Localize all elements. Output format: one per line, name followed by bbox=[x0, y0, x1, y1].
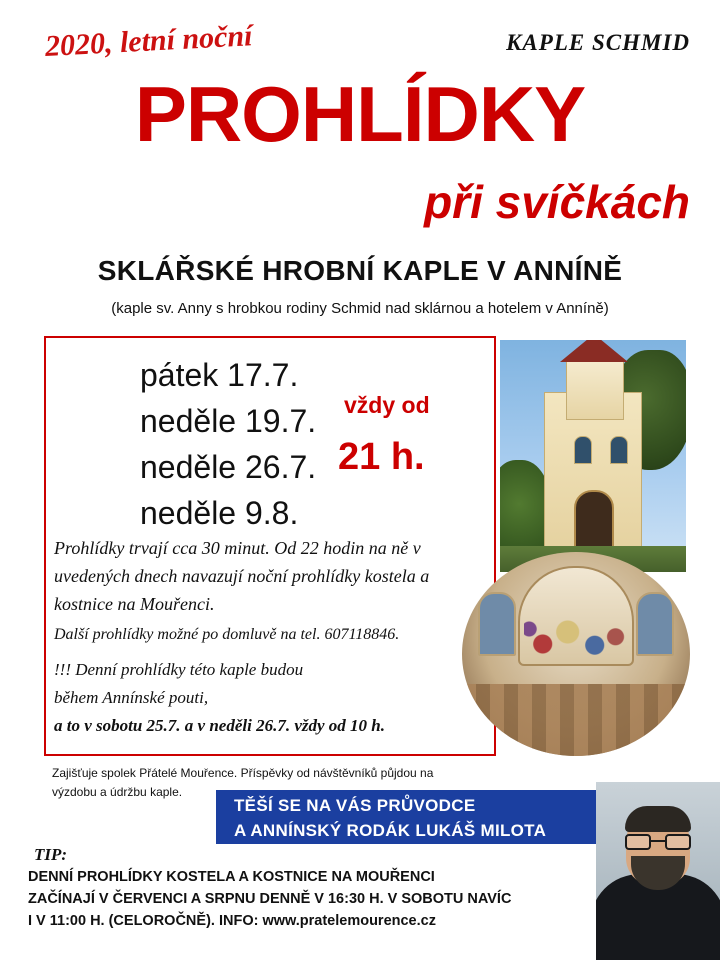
date-list bbox=[140, 352, 316, 536]
poster-title: PROHLÍDKY bbox=[134, 70, 586, 158]
daytime-tours-line1: !!! Denní prohlídky této kaple budou bbox=[54, 660, 304, 679]
window-icon bbox=[610, 436, 628, 464]
daytime-tours-text bbox=[54, 656, 474, 740]
poster-subtitle: při svíčkách bbox=[424, 176, 690, 228]
daytime-tours-line3: a to v sobotu 25.7. a v neděli 26.7. vždy od 10 h. bbox=[54, 716, 386, 735]
statues bbox=[524, 608, 628, 668]
window-icon bbox=[478, 592, 516, 656]
window-icon bbox=[636, 592, 674, 656]
glasses-icon bbox=[625, 834, 691, 850]
always-from-label: vždy od bbox=[344, 392, 430, 418]
chapel-tower bbox=[566, 358, 624, 420]
headline: SKLÁŘSKÉ HROBNÍ KAPLE V ANNÍNĚ bbox=[97, 255, 623, 286]
guide-portrait-photo bbox=[596, 782, 720, 960]
date-item: pátek 17.7. bbox=[140, 357, 299, 393]
chapel-interior-photo bbox=[462, 552, 690, 756]
tip-line3: I V 11:00 H. (CELOROČNĚ). INFO: www.pratelemourence.cz bbox=[28, 913, 436, 929]
contact-text: Další prohlídky možné po domluvě na tel. 607118846. bbox=[54, 626, 400, 643]
tip-line1: DENNÍ PROHLÍDKY KOSTELA A KOSTNICE NA MOUŘENCI bbox=[28, 869, 435, 885]
season-label: 2020, letní noční bbox=[44, 19, 254, 64]
guide-banner bbox=[216, 790, 616, 844]
floor bbox=[462, 684, 690, 756]
tour-duration-text: Prohlídky trvají cca 30 minut. Od 22 hodin na ně v uvedených dnech navazují noční prohlídky kostela a kostnice na Mouřenci. bbox=[54, 538, 430, 614]
start-time: 21 h. bbox=[338, 436, 425, 478]
guide-banner-line1: TĚŠÍ SE NA VÁS PRŮVODCE bbox=[234, 796, 476, 815]
date-item: neděle 19.7. bbox=[140, 403, 317, 439]
portrait-hair bbox=[625, 806, 691, 832]
guide-banner-line2: A ANNÍNSKÝ RODÁK LUKÁŠ MILOTA bbox=[234, 821, 547, 840]
headline-note: (kaple sv. Anny s hrobkou rodiny Schmid nad sklárnou a hotelem v Anníně) bbox=[111, 300, 609, 317]
date-item: neděle 9.8. bbox=[140, 495, 299, 531]
organizer-footnote: Zajišťuje spolek Přátelé Mouřence. Příspěvky od návštěvníků půjdou na výzdobu a údržbu kaple. bbox=[52, 766, 434, 799]
daytime-tours-line2: během Annínské pouti, bbox=[54, 688, 209, 707]
tip-text bbox=[28, 866, 588, 932]
tip-label: TIP: bbox=[34, 845, 68, 864]
window-icon bbox=[574, 436, 592, 464]
venue-name: KAPLE SCHMID bbox=[506, 30, 690, 55]
date-item: neděle 26.7. bbox=[140, 449, 317, 485]
tip-line2: ZAČÍNAJÍ V ČERVENCI A SRPNU DENNĚ V 16:30 H. V SOBOTU NAVÍC bbox=[28, 891, 512, 907]
chapel-exterior-photo bbox=[500, 340, 686, 572]
chapel-roof bbox=[560, 340, 628, 362]
